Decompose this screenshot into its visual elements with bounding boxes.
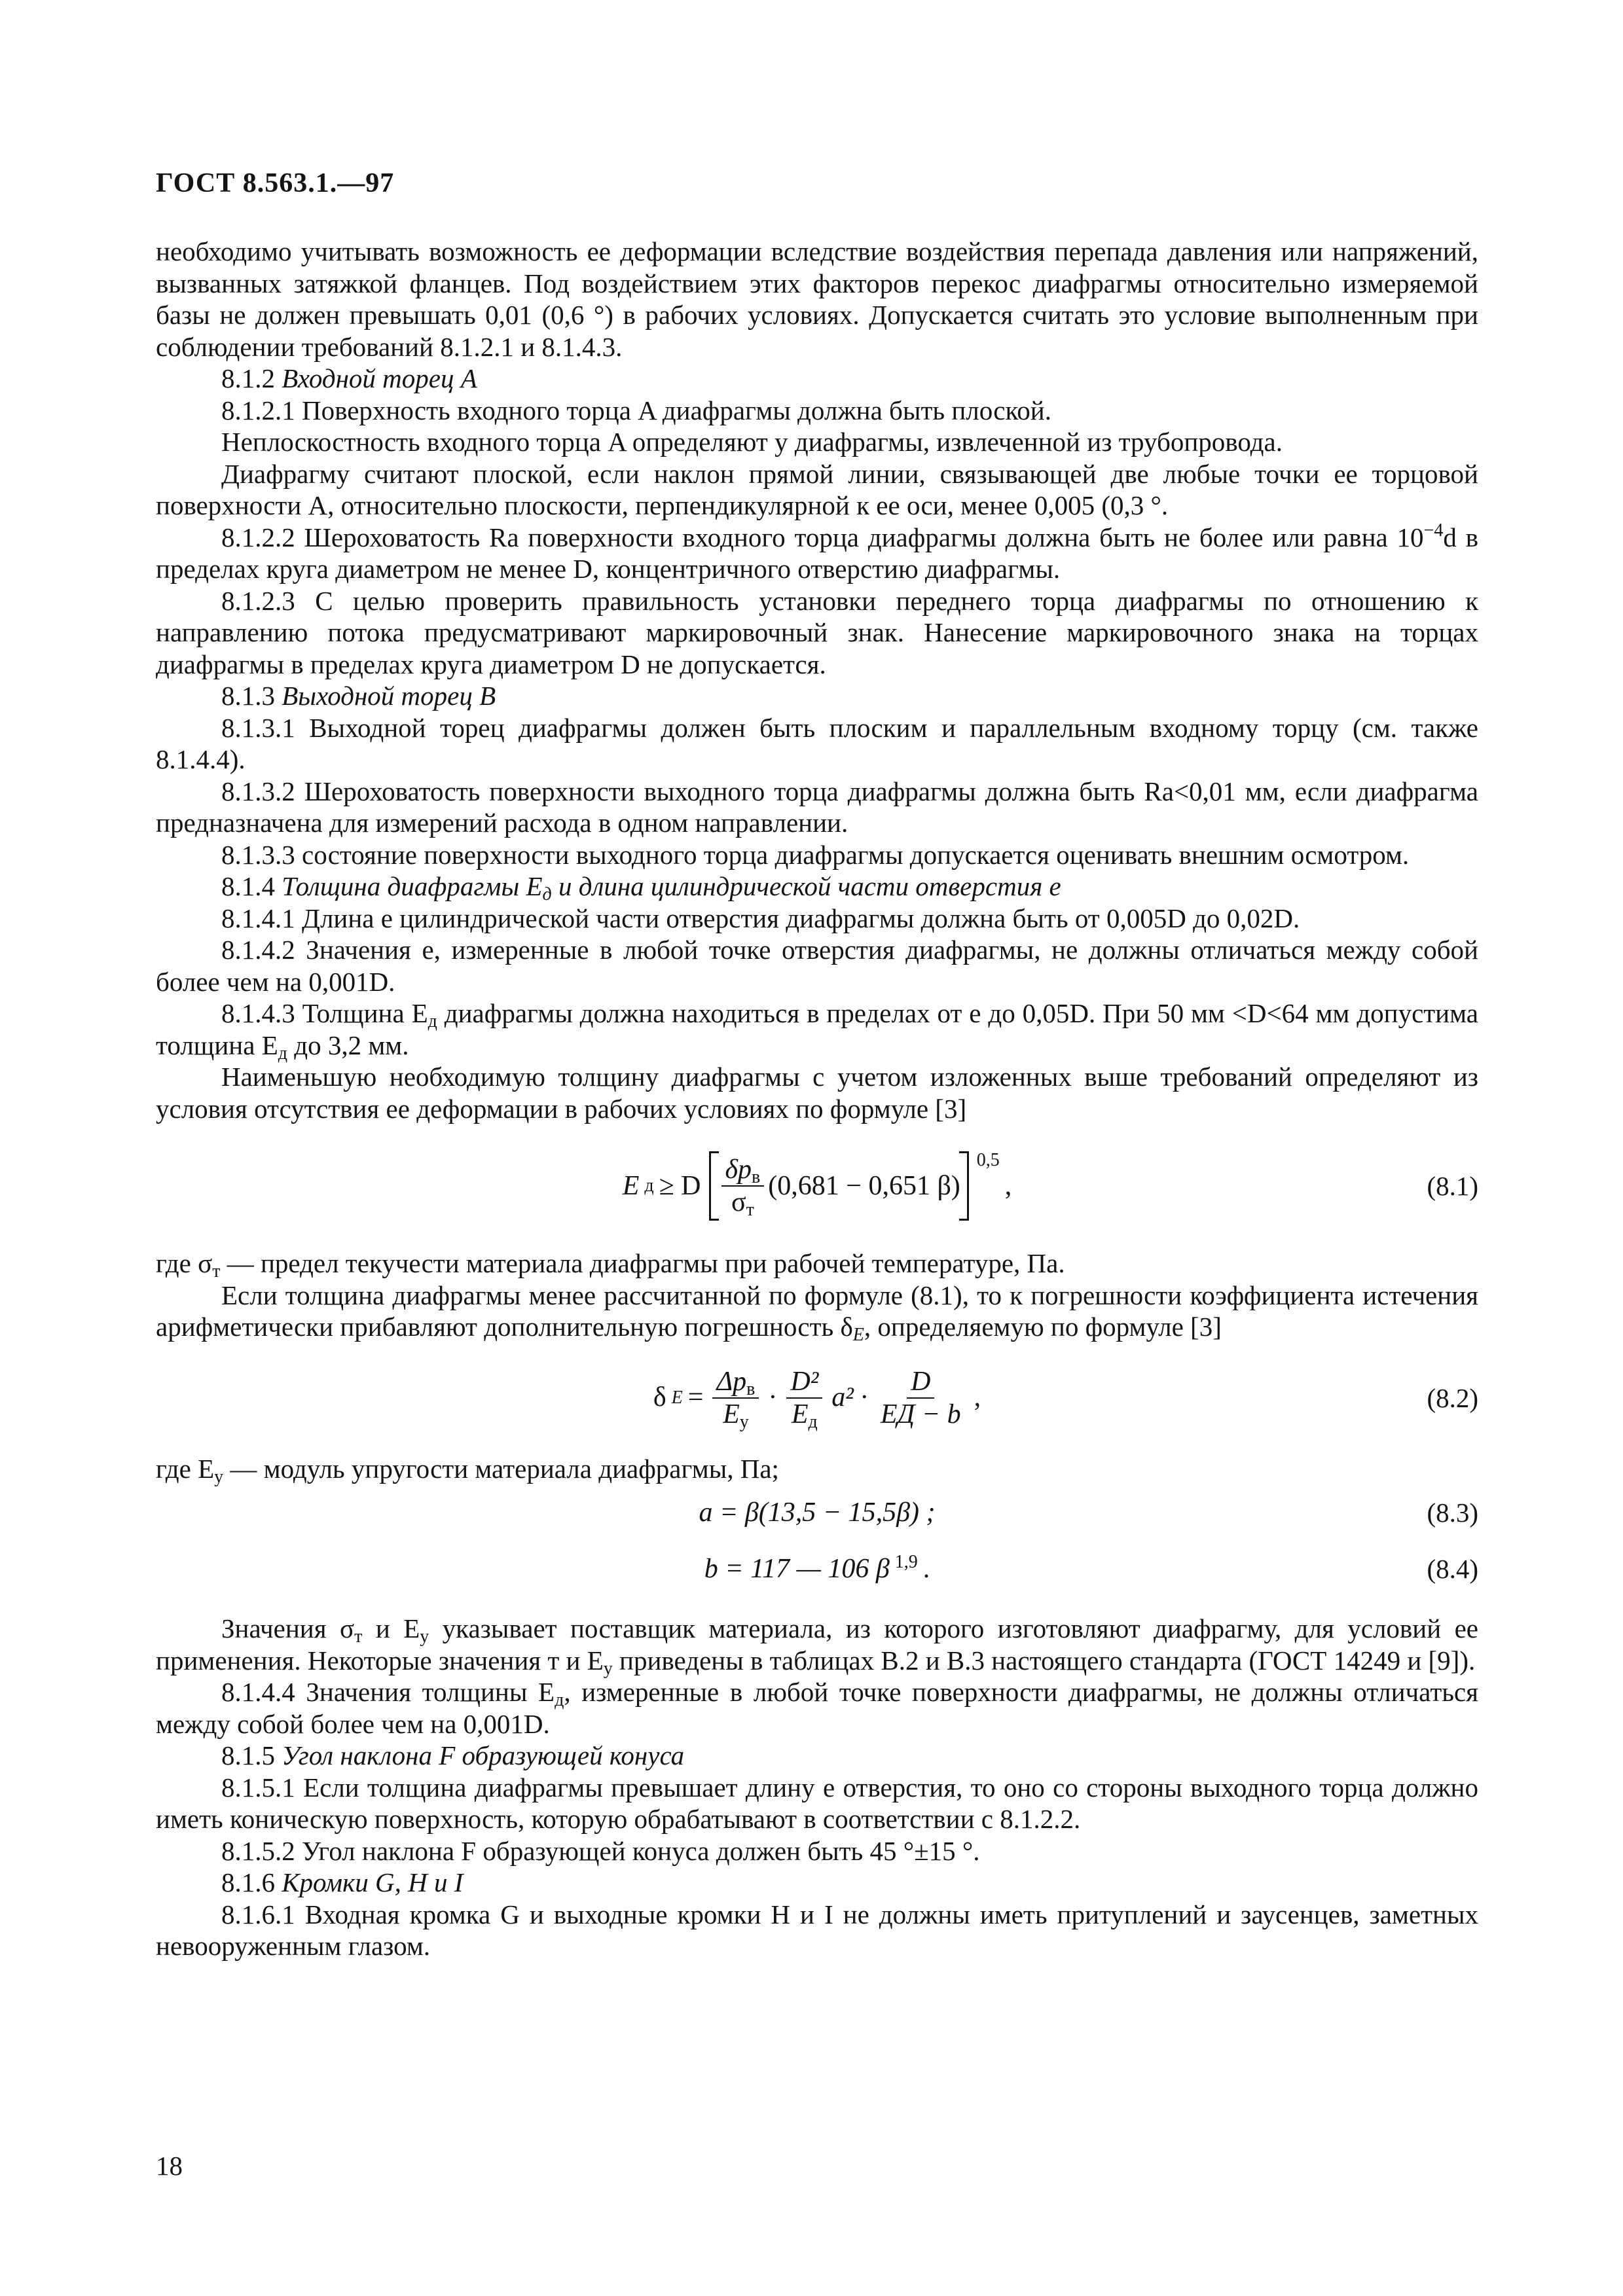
- numerator: D²: [790, 1366, 819, 1397]
- subscript: д: [555, 1690, 564, 1710]
- formula-number: (8.3): [1427, 1497, 1478, 1528]
- heading-title: Кромки G, H и I: [282, 1867, 464, 1897]
- text-run: Значения σ: [221, 1613, 355, 1643]
- formula-symbol: δ: [653, 1382, 666, 1413]
- formula-symbol: E: [622, 1170, 640, 1201]
- formula-number: (8.4): [1427, 1553, 1478, 1584]
- paragraph: 8.1.5.2 Угол наклона F образующей конуса должен быть 45 °±15 °.: [221, 1835, 980, 1866]
- heading-number: 8.1.5: [221, 1740, 282, 1770]
- subscript: в: [752, 1167, 761, 1187]
- denominator: E: [723, 1399, 740, 1429]
- subscript: д: [278, 1043, 287, 1064]
- formula-symbol: ≥ D: [659, 1170, 701, 1201]
- text-run: , определяемую по формуле [3]: [864, 1312, 1222, 1342]
- paragraph: [156, 1453, 1478, 1485]
- formula-fraction: [712, 1366, 759, 1432]
- section-heading-8-1-6: [156, 1867, 1478, 1899]
- formula-expression: [704, 1553, 930, 1585]
- paragraph: 8.1.3.1 Выходной торец диафрагмы должен быть плоским и параллельным входному торцу (см. также 8.1.4.4).: [156, 712, 1478, 774]
- numerator: Δp: [716, 1366, 747, 1397]
- subscript: т: [354, 1626, 363, 1647]
- document-header: ГОСТ 8.563.1.—97: [156, 168, 395, 198]
- text-run: указывает поставщик материала, из которого изготовляют диафрагму, для условий ее применения. Некоторые значения т и E: [156, 1613, 1478, 1676]
- denominator: E: [791, 1399, 809, 1429]
- paragraph: 8.1.2.1 Поверхность входного торца A диафрагмы должна быть плоской.: [221, 395, 1051, 425]
- formula-expression: E д ≥ D $\frac{\delta p_в}{\sigma_т}$ (0,681 − 0,651 β) 0,5 ,: [623, 1151, 1012, 1221]
- paragraph: Наименьшую необходимую толщину диафрагмы с учетом изложенных выше требований определяют из условия отсутствия ее деформации в рабочих условиях по формуле [3]: [156, 1062, 1478, 1124]
- formula-punct: .: [922, 1553, 930, 1584]
- subscript: у: [214, 1466, 224, 1487]
- formula-fraction: [877, 1367, 965, 1429]
- formula-8-2: [156, 1359, 1478, 1437]
- paragraph: необходимо учитывать возможность ее деформации вследствие воздействия перепада давления или напряжений, вызванных затяжкой фланцев. Под воздействием этих факторов перекос диафрагмы относительно измеряемой базы не должен превышать 0,01 (0,6 °) в рабочих условиях. Допускается считать это условие выполненным при соблюдении требований 8.1.2.1 и 8.1.4.3.: [156, 236, 1478, 362]
- paragraph: 8.1.3.2 Шероховатость поверхности выходного торца диафрагмы должна быть Ra<0,01 мм, если диафрагма предназначена для измерений расхода в одном направлении.: [156, 776, 1478, 838]
- text-run: 8.1.4.4 Значения толщины E: [221, 1677, 555, 1707]
- heading-number: 8.1.4: [221, 871, 282, 901]
- section-heading-8-1-4: [156, 870, 1478, 903]
- paragraph: [156, 1676, 1478, 1740]
- heading-title: Входной торец A: [282, 363, 477, 393]
- subscript: т: [746, 1200, 754, 1220]
- formula-expression: a = β(13,5 − 15,5β) ;: [699, 1497, 936, 1528]
- formula-expression: δ E = $\frac{\Delta p_в}{E_у}$ · $\frac{\text{D²}}{E_д}$ a² · $\frac{D}{EД - b}$ ,: [653, 1366, 981, 1432]
- paragraph: [156, 1247, 1478, 1280]
- text-run: — предел текучести материала диафрагмы при рабочей температуре, Па.: [220, 1248, 1065, 1278]
- text-run: диафрагмы должна находиться в пределах от e до 0,05D. При 50 мм <D<64 мм допустима толщина E: [156, 998, 1478, 1060]
- paragraph: 8.1.4.2 Значения e, измеренные в любой точке отверстия диафрагмы, не должны отличаться между собой более чем на 0,001D.: [156, 935, 1478, 997]
- paragraph: Диафрагму считают плоской, если наклон прямой линии, связывающей две любые точки ее торцовой поверхности A, относительно плоскости, перпендикулярной к ее оси, менее 0,005 (0,3 °.: [156, 458, 1478, 520]
- subscript: д: [542, 884, 552, 905]
- formula-symbol: =: [687, 1382, 704, 1413]
- subscript: у: [739, 1411, 749, 1432]
- paragraph: [156, 1613, 1478, 1679]
- text-run: где E: [156, 1453, 215, 1484]
- formula-punct: ,: [1004, 1170, 1012, 1201]
- formula-term: a² ·: [831, 1382, 867, 1413]
- text-run: 8.1.4.3 Толщина E: [221, 998, 428, 1028]
- subscript: у: [420, 1626, 429, 1647]
- text-run: 8.1.2.2 Шероховатость Ra поверхности входного торца диафрагмы должна быть не более или равна 10: [221, 522, 1424, 552]
- heading-title: Угол наклона F образующей конуса: [282, 1740, 685, 1770]
- subscript: в: [746, 1378, 756, 1399]
- formula-fraction: [721, 1155, 765, 1220]
- heading-number: 8.1.6: [221, 1867, 282, 1897]
- formula-fraction: [786, 1366, 822, 1432]
- formula-punct: ,: [974, 1382, 981, 1413]
- formula-exponent: 1,9: [894, 1551, 918, 1572]
- formula-8-4: [156, 1541, 1478, 1597]
- subscript: у: [603, 1658, 613, 1679]
- denominator: EД − b: [880, 1399, 961, 1429]
- formula-term: (0,681 − 0,651 β): [768, 1170, 960, 1201]
- paragraph: 8.1.4.1 Длина e цилиндрической части отверстия диафрагмы должна быть от 0,005D до 0,02D.: [221, 903, 1300, 933]
- formula-number: (8.2): [1427, 1382, 1478, 1413]
- formula-8-1: [156, 1147, 1478, 1225]
- text-run: — модуль упругости материала диафрагмы, Па;: [223, 1453, 779, 1484]
- heading-number: 8.1.3: [221, 681, 282, 711]
- heading-title: Выходной торец B: [282, 681, 496, 711]
- heading-number: 8.1.2: [221, 363, 282, 393]
- text-run: где σ: [156, 1248, 213, 1278]
- denominator: σ: [731, 1187, 746, 1217]
- section-heading-8-1-2: [156, 363, 1478, 395]
- section-heading-8-1-3: [156, 680, 1478, 712]
- paragraph: Неплоскостность входного торца A определяют у диафрагмы, извлеченной из трубопровода.: [221, 427, 1283, 457]
- text-run: Если толщина диафрагмы менее рассчитанной по формуле (8.1), то к погрешности коэффициента истечения арифметически прибавляют дополнительную погрешность δ: [156, 1280, 1478, 1342]
- text-run: d в пределах круга диаметром не менее D, концентричного отверстию диафрагмы.: [156, 522, 1478, 584]
- paragraph: 8.1.6.1 Входная кромка G и выходные кромки H и I не должны иметь притуплений и заусенцев, заметных невооруженным глазом.: [156, 1899, 1478, 1961]
- subscript: д: [428, 1011, 437, 1031]
- text-run: и E: [362, 1613, 420, 1643]
- section-heading-8-1-5: [156, 1740, 1478, 1772]
- paragraph: 8.1.2.3 С целью проверить правильность установки переднего торца диафрагмы по отношению к направлению потока предусматривают маркировочный знак. Нанесение маркировочного знака на торцах диафрагмы в пределах круга диаметром D не допускается.: [156, 585, 1478, 679]
- subscript: д: [808, 1411, 818, 1432]
- formula-bracket: [709, 1151, 969, 1221]
- heading-title: Толщина диафрагмы E: [282, 871, 543, 901]
- subscript: т: [212, 1261, 221, 1282]
- text-run: приведены в таблицах В.2 и В.3 настоящего стандарта (ГОСТ 14249 и [9]).: [612, 1645, 1476, 1676]
- heading-title: и длина цилиндрической части отверстия e: [551, 871, 1061, 901]
- paragraph: [156, 1280, 1478, 1343]
- document-body: [156, 236, 1478, 1962]
- formula-term: b = 117 — 106 β: [704, 1553, 890, 1584]
- text-run: , измеренные в любой точке поверхности диафрагмы, не должны отличаться между собой более чем на 0,001D.: [156, 1677, 1478, 1739]
- numerator: δp: [725, 1155, 752, 1185]
- paragraph: [156, 997, 1478, 1064]
- subscript: E: [852, 1325, 864, 1345]
- paragraph: 8.1.3.3 состояние поверхности выходного торца диафрагмы допускается оценивать внешним осмотром.: [221, 839, 1410, 870]
- page-number: 18: [156, 2151, 183, 2181]
- paragraph: [156, 522, 1478, 585]
- paragraph: 8.1.5.1 Если толщина диафрагмы превышает длину e отверстия, то оно со стороны выходного торца должно иметь коническую поверхность, которую обрабатывают в соответствии с 8.1.2.2.: [156, 1772, 1478, 1834]
- superscript: −4: [1423, 520, 1444, 541]
- formula-exponent: 0,5: [976, 1150, 1000, 1170]
- formula-number: (8.1): [1427, 1170, 1478, 1201]
- formula-symbol: ·: [768, 1382, 778, 1413]
- formula-8-3: [156, 1484, 1478, 1541]
- text-run: до 3,2 мм.: [287, 1030, 409, 1060]
- numerator: D: [911, 1366, 931, 1397]
